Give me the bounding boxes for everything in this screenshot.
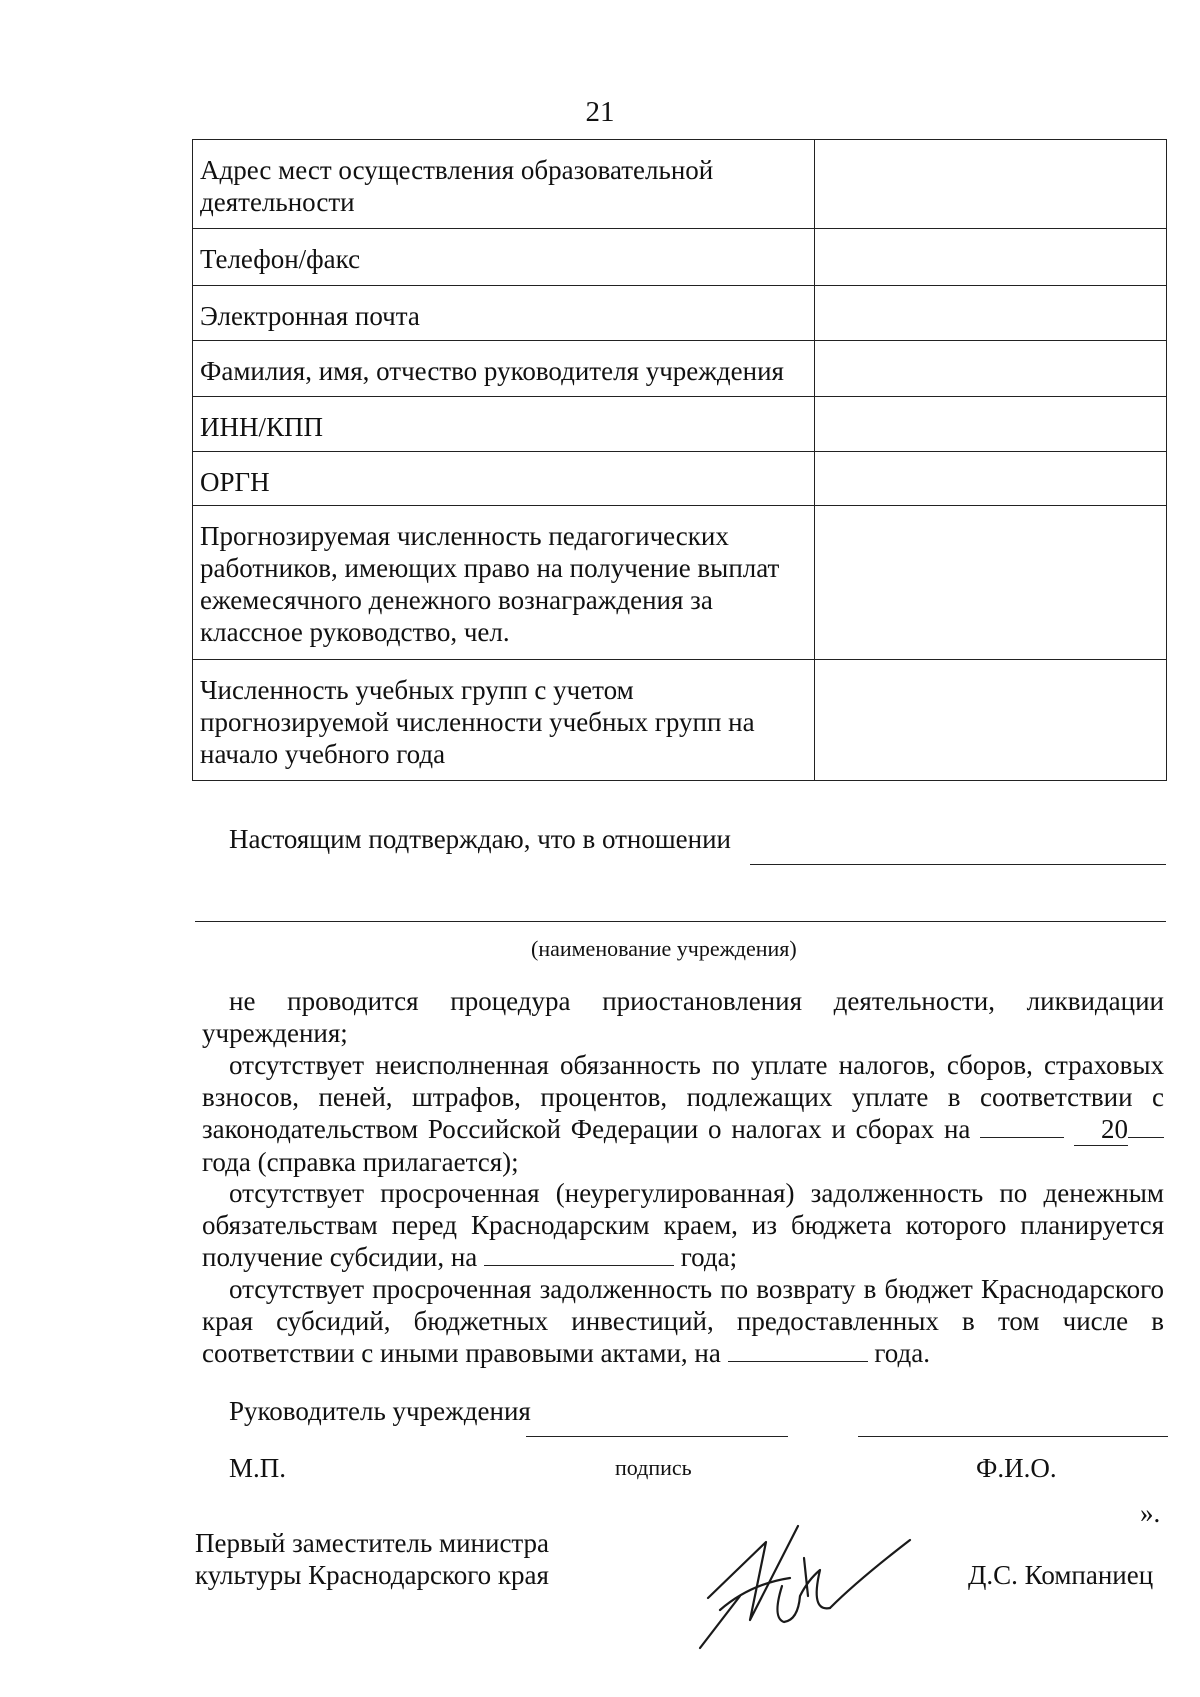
row-value <box>815 660 1167 781</box>
paragraph-text: отсутствует неисполненная обязанность по уплате налогов, сборов, страховых взносов, пеней, штрафов, процентов, подлежащих уплате в соответствии с законодательством Российской Федерации о налогах и сборах на <box>202 1050 1164 1144</box>
handwritten-signature <box>680 1500 920 1650</box>
table-row <box>193 286 1167 341</box>
row-label: Прогнозируемая численность педагогических работников, имеющих право на получение выплат ежемесячного денежного вознаграждения за классное руководство, чел. <box>193 506 815 660</box>
row-value <box>815 506 1167 660</box>
row-label: ОРГН <box>193 452 815 506</box>
paragraph-text: отсутствует просроченная (неурегулированная) задолженность по денежным обязательствам перед Краснодарским краем, из бюджета которого планируется получение субсидии, на <box>202 1178 1164 1272</box>
closing-mark: ». <box>1140 1498 1161 1528</box>
date-blank <box>728 1339 868 1362</box>
official-name: Д.С. Компаниец <box>968 1560 1154 1590</box>
table-row <box>193 660 1167 781</box>
paragraph-text: года. <box>874 1338 930 1368</box>
row-value <box>815 229 1167 286</box>
paragraph-no-tax-debt <box>202 1049 1164 1178</box>
institution-name-line <box>195 921 1166 922</box>
year-blank <box>1128 1115 1164 1138</box>
row-value <box>815 397 1167 452</box>
official-title-line2: культуры Краснодарского края <box>195 1560 549 1590</box>
date-blank <box>484 1243 674 1266</box>
table-row <box>193 506 1167 660</box>
paragraph-text: не проводится процедура приостановления деятельности, ликвидации учреждения; <box>202 986 1164 1048</box>
date-blank <box>980 1115 1064 1138</box>
row-label: ИНН/КПП <box>193 397 815 452</box>
paragraph-no-overdue-obligations <box>202 1177 1164 1273</box>
name-line <box>858 1436 1168 1437</box>
head-label: Руководитель учреждения <box>229 1396 531 1426</box>
paragraph-no-subsidy-debt <box>202 1273 1164 1369</box>
paragraph-no-liquidation <box>202 985 1164 1049</box>
table-row <box>193 140 1167 229</box>
signature-line <box>526 1436 788 1437</box>
row-label: Телефон/факс <box>193 229 815 286</box>
institution-caption: (наименование учреждения) <box>531 936 797 961</box>
table-row <box>193 341 1167 397</box>
page-number: 21 <box>585 96 615 128</box>
row-label: Численность учебных групп с учетом прогнозируемой численности учебных групп на начало учебного года <box>193 660 815 781</box>
official-title-line1: Первый заместитель министра <box>195 1528 550 1558</box>
row-label: Адрес мест осуществления образовательной деятельности <box>193 140 815 229</box>
confirm-intro: Настоящим подтверждаю, что в отношении <box>229 824 732 854</box>
stamp-label: М.П. <box>229 1453 287 1483</box>
signature-caption: подпись <box>615 1455 692 1480</box>
row-value <box>815 452 1167 506</box>
table-row <box>193 229 1167 286</box>
table-row <box>193 397 1167 452</box>
paragraph-text: года; <box>680 1242 738 1272</box>
table-row <box>193 452 1167 506</box>
row-label: Фамилия, имя, отчество руководителя учреждения <box>193 341 815 397</box>
institution-info-table <box>192 139 1167 781</box>
row-value <box>815 140 1167 229</box>
row-value <box>815 286 1167 341</box>
institution-blank-line <box>750 864 1166 865</box>
row-value <box>815 341 1167 397</box>
year-prefix: 20 <box>1074 1113 1128 1146</box>
paragraph-text: отсутствует просроченная задолженность по возврату в бюджет Краснодарского края субсидий, бюджетных инвестиций, предоставленных в том числе в соответствии с иными правовыми актами, на <box>202 1274 1164 1368</box>
row-label: Электронная почта <box>193 286 815 341</box>
paragraph-text: года (справка прилагается); <box>202 1147 519 1177</box>
name-caption: Ф.И.О. <box>976 1453 1057 1483</box>
